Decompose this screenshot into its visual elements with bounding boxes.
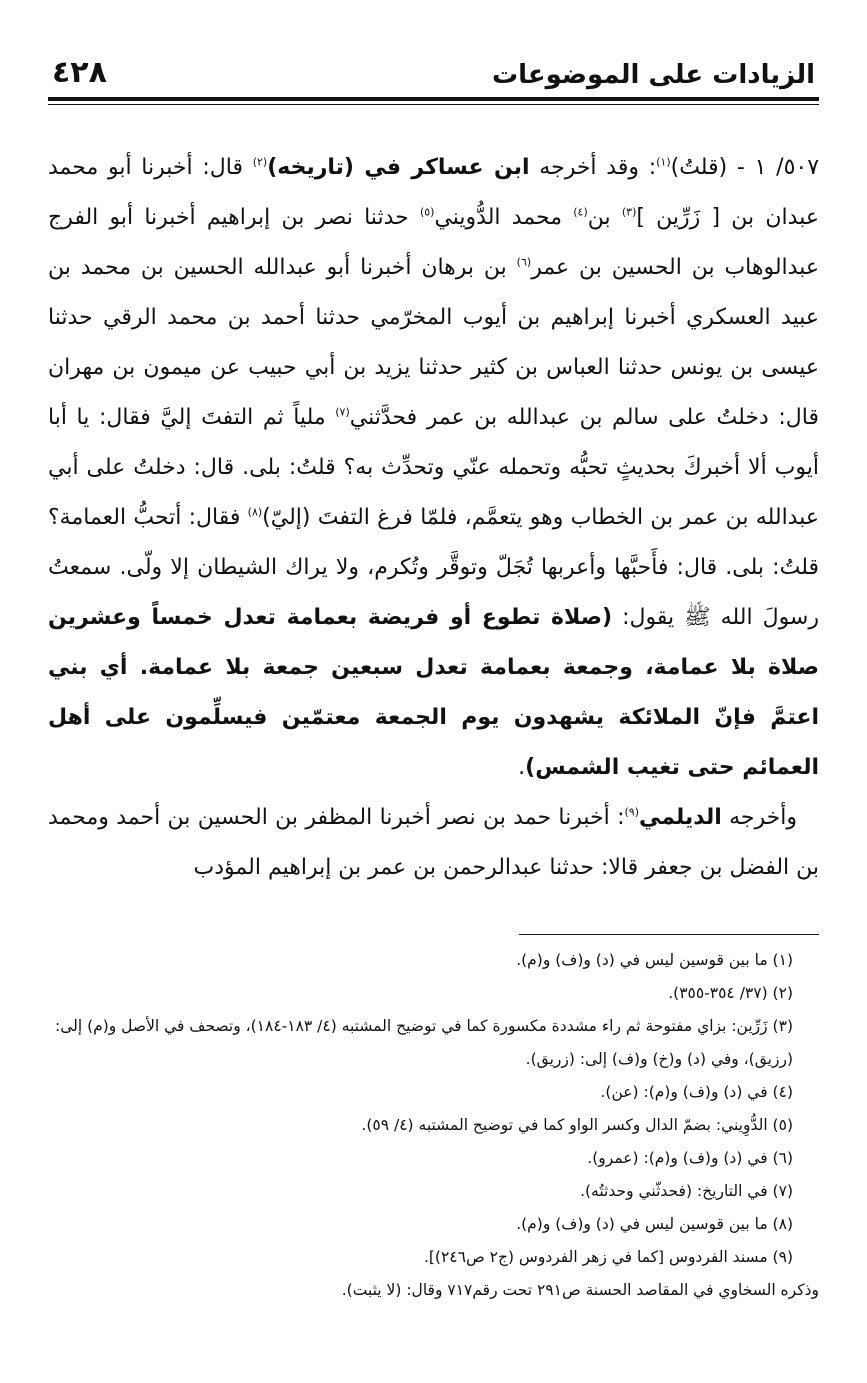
text-run: : وقد أخرجه bbox=[529, 155, 657, 180]
footnote-8: (٨) ما بين قوسين ليس في (د) و(ف) و(م). bbox=[516, 1215, 793, 1233]
footnote-4: (٤) في (د) و(ف) و(م): (عن). bbox=[600, 1083, 793, 1101]
footnote-ref-2: (٢) bbox=[252, 155, 268, 169]
footnote-3: (٣) زَرِّين: بزاي مفتوحة ثم راء مشددة مكسورة كما في توضيح المشتبه (٤/ ١٨٣-١٨٤)، وتصحف في الأصل و(م) إلى: (رزيق)، وفي (د) و(خ) و(ف) إلى: (زريق). bbox=[54, 1017, 793, 1068]
text-run: قال: أخبرنا أبو محمد عبدان بن [ زَرِّين ] bbox=[48, 155, 819, 230]
bold-hadith-text: (صلاة تطوع أو فريضة بعمامة تعدل خمساً وعشرين صلاة بلا عمامة، وجمعة بعمامة تعدل سبعين جمعة بلا عمامة. أي بني اعتمَّ فإنّ الملائكة يشهدون يوم الجمعة معتمّين فيسلِّمون على أهل العمائم حتى تغيب الشمس) bbox=[48, 605, 819, 780]
footnote-ref-9: (٩) bbox=[624, 805, 639, 819]
footnote-5: (٥) الدُّوِيني: بضمّ الدال وكسر الواو كما في توضيح المشتبه (٤/ ٥٩). bbox=[361, 1116, 793, 1134]
footnote-ref-8: (٨) bbox=[247, 505, 263, 519]
footnotes bbox=[48, 944, 819, 1307]
text-run: . bbox=[518, 755, 526, 780]
bold-source-ibn-asakir: ابن عساكر في (تاريخه) bbox=[267, 155, 530, 180]
text-run: بن bbox=[587, 205, 622, 230]
footnote-9: (٩) مسند الفردوس [كما في زهر الفردوس (ج٢ ص٢٤٦)]. bbox=[423, 1248, 793, 1266]
footnote-separator bbox=[519, 934, 819, 935]
page-header bbox=[52, 50, 815, 96]
text-run: : أخبرنا حمد بن نصر أخبرنا المظفر بن الحسين بن أحمد ومحمد بن الفضل بن جعفر قالا: حدثنا عبدالرحمن بن عمر بن إبراهيم المؤدب bbox=[48, 805, 819, 880]
page-number: ٤٢٨ bbox=[52, 55, 107, 90]
text-run: ملياً ثم التفتَ إليَّ فقال: يا أبا أيوب ألا أخبركَ بحديثٍ تحبُّه وتحمله عنّي وتحدِّث به؟ قلتُ: بلى. قال: دخلتُ على أبي عبدالله بن عمر بن الخطاب وهو يتعمَّم، فلمّا فرغ التفتَ (إليّ) bbox=[48, 405, 819, 530]
bold-source-daylami: الديلمي bbox=[639, 805, 722, 830]
text-run: فقال: أتحبُّ العمامة؟ قلتُ: بلى. قال: فأَحبَّها وأعربها تُجَلّ وتوقَّر وتُكرم، ولا يراك الشيطان إلا ولّى. سمعتُ رسولَ الله ﷺ يقول: bbox=[48, 505, 819, 630]
footnote-ref-1: (١) bbox=[656, 155, 671, 169]
footnote-9-continuation: وذكره السخاوي في المقاصد الحسنة ص٢٩١ تحت رقم٧١٧ وقال: (لا يثبت). bbox=[341, 1281, 819, 1299]
paragraph-2 bbox=[48, 793, 819, 893]
footnote-1: (١) ما بين قوسين ليس في (د) و(ف) و(م). bbox=[516, 951, 793, 969]
header-rule-thin bbox=[48, 104, 819, 105]
footnote-2: (٢) (٣٧/ ٣٥٤-٣٥٥). bbox=[668, 984, 793, 1002]
text-run: وأخرجه bbox=[721, 805, 797, 830]
footnote-ref-5: (٥) bbox=[419, 205, 435, 219]
paragraph-1 bbox=[48, 143, 819, 793]
footnote-ref-6: (٦) bbox=[516, 255, 532, 269]
footnote-ref-3: (٣) bbox=[621, 205, 637, 219]
text-run: محمد الدُّويني bbox=[434, 205, 574, 230]
running-title: الزيادات على الموضوعات bbox=[491, 60, 815, 90]
footnote-7: (٧) في التاريخ: (فحدثّني وحدثتُه). bbox=[580, 1182, 793, 1200]
main-text bbox=[48, 143, 819, 893]
text-run: ٥٠٧/ ١ - (قلتُ) bbox=[670, 155, 820, 180]
footnote-6: (٦) في (د) و(ف) و(م): (عمرو). bbox=[587, 1149, 793, 1167]
text-run: بن برهان أخبرنا أبو عبدالله الحسين بن محمد بن عبيد العسكري أخبرنا إبراهيم بن أيوب المخرّمي حدثنا أحمد بن محمد الرقي حدثنا عيسى بن يونس حدثنا العباس بن كثير حدثنا يزيد بن أبي حبيب عن ميمون بن مهران قال: دخلتُ على سالم بن عبدالله بن عمر فحدَّثني bbox=[48, 255, 819, 430]
footnote-ref-7: (٧) bbox=[335, 405, 350, 419]
text-run: حدثنا نصر بن إبراهيم أخبرنا أبو الفرج عبدالوهاب بن الحسين بن عمر bbox=[48, 205, 819, 280]
header-rule-thick bbox=[48, 97, 819, 101]
footnote-ref-4: (٤) bbox=[573, 205, 588, 219]
